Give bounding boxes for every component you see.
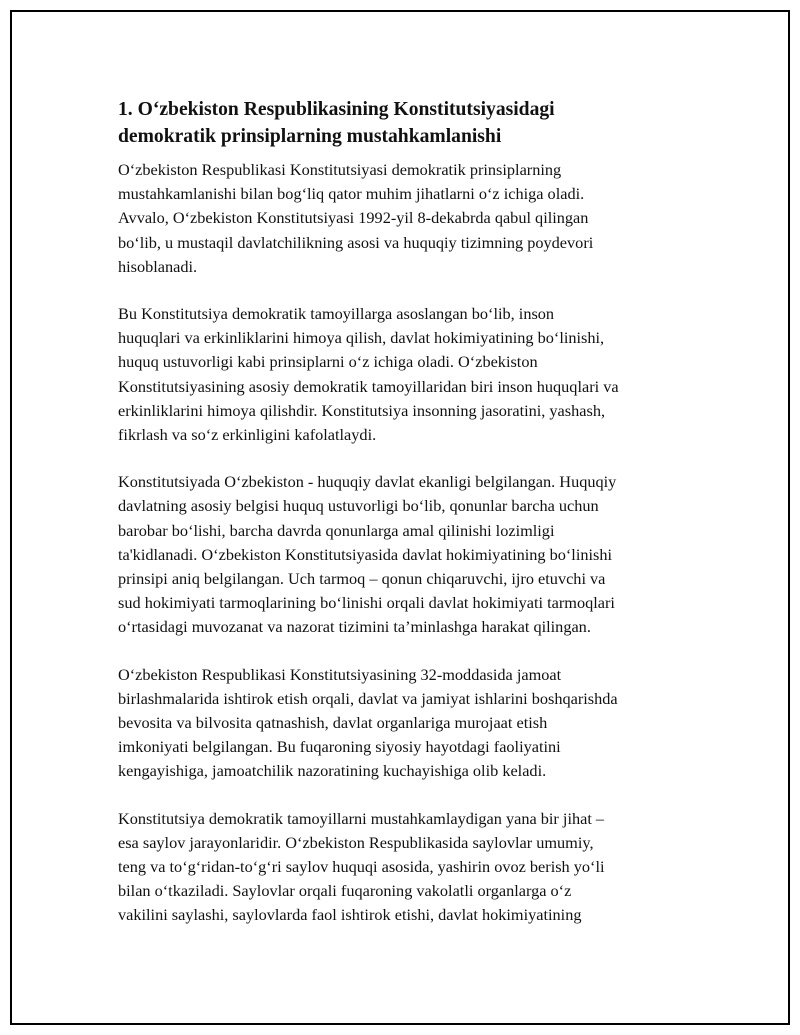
text-line: prinsipi aniq belgilangan. Uch tarmoq – qonun chiqaruvchi, ijro etuvchi va bbox=[118, 569, 606, 589]
text-line: fikrlash va so‘z erkinligini kafolatlaydi. bbox=[118, 425, 377, 445]
heading-line: 1. O‘zbekiston Respublikasining Konstitutsiyasidagi bbox=[118, 99, 555, 120]
text-line: teng va to‘g‘ridan-to‘g‘ri saylov huquqi asosida, yashirin ovoz berish yo‘li bbox=[118, 857, 605, 877]
text-line: mustahkamlanishi bilan bog‘liq qator muhim jihatlarni o‘z ichiga oladi. bbox=[118, 184, 585, 204]
paragraph bbox=[118, 470, 698, 639]
paragraph bbox=[118, 663, 698, 784]
text-line: bilan o‘tkaziladi. Saylovlar orqali fuqaroning vakolatli organlarga o‘z bbox=[118, 881, 572, 901]
section-heading bbox=[118, 96, 698, 150]
text-line: bevosita va bilvosita qatnashish, davlat organlariga murojaat etish bbox=[118, 713, 548, 733]
text-line: Konstitutsiyada O‘zbekiston - huquqiy davlat ekanligi belgilangan. Huquqiy bbox=[118, 472, 617, 492]
heading-line: demokratik prinsiplarning mustahkamlanishi bbox=[118, 126, 502, 147]
text-line: O‘zbekiston Respublikasi Konstitutsiyasi demokratik prinsiplarning bbox=[118, 160, 562, 179]
text-line: kengayishiga, jamoatchilik nazoratining kuchayishiga olib keladi. bbox=[118, 761, 547, 781]
text-line: davlatning asosiy belgisi huquq ustuvorligi bo‘lib, qonunlar barcha uchun bbox=[118, 496, 599, 516]
document-page bbox=[10, 10, 790, 1025]
paragraph bbox=[118, 158, 698, 279]
text-line: barobar bo‘lishi, barcha davrda qonunlarga amal qilinishi lozimligi bbox=[118, 520, 555, 540]
paragraph bbox=[118, 807, 698, 928]
text-line: Avvalo, O‘zbekiston Konstitutsiyasi 1992-yil 8-dekabrda qabul qilingan bbox=[118, 208, 589, 228]
text-line: huquq ustuvorligi kabi prinsiplarni o‘z ichiga oladi. O‘zbekiston bbox=[118, 352, 538, 372]
text-line: Bu Konstitutsiya demokratik tamoyillarga asoslangan bo‘lib, inson bbox=[118, 304, 555, 324]
paragraph bbox=[118, 302, 698, 447]
text-line: bo‘lib, u mustaqil davlatchilikning asosi va huquqiy tizimning poydevori bbox=[118, 232, 594, 252]
document-body bbox=[118, 96, 698, 951]
text-line: huquqlari va erkinliklarini himoya qilish, davlat hokimiyatining bo‘linishi, bbox=[118, 328, 605, 348]
text-line: o‘rtasidagi muvozanat va nazorat tizimini ta’minlashga harakat qilingan. bbox=[118, 617, 591, 637]
text-line: vakilini saylashi, saylovlarda faol ishtirok etishi, davlat hokimiyatining bbox=[118, 905, 582, 925]
text-line: ta'kidlanadi. O‘zbekiston Konstitutsiyasida davlat hokimiyatining bo‘linishi bbox=[118, 544, 613, 564]
text-line: erkinliklarini himoya qilishdir. Konstitutsiya insonning jasoratini, yashash, bbox=[118, 400, 606, 420]
text-line: hisoblanadi. bbox=[118, 256, 198, 276]
text-line: Konstitutsiya demokratik tamoyillarni mustahkamlaydigan yana bir jihat – bbox=[118, 808, 605, 828]
text-line: sud hokimiyati tarmoqlarining bo‘linishi orqali davlat hokimiyati tarmoqlari bbox=[118, 593, 615, 613]
text-line: birlashmalarida ishtirok etish orqali, davlat va jamiyat ishlarini boshqarishda bbox=[118, 688, 618, 708]
text-line: O‘zbekiston Respublikasi Konstitutsiyasining 32-moddasida jamoat bbox=[118, 664, 562, 684]
text-line: esa saylov jarayonlaridir. O‘zbekiston Respublikasida saylovlar umumiy, bbox=[118, 832, 594, 852]
text-line: Konstitutsiyasining asosiy demokratik tamoyillaridan biri inson huquqlari va bbox=[118, 376, 619, 396]
text-line: imkoniyati belgilangan. Bu fuqaroning siyosiy hayotdagi faoliyatini bbox=[118, 737, 561, 757]
